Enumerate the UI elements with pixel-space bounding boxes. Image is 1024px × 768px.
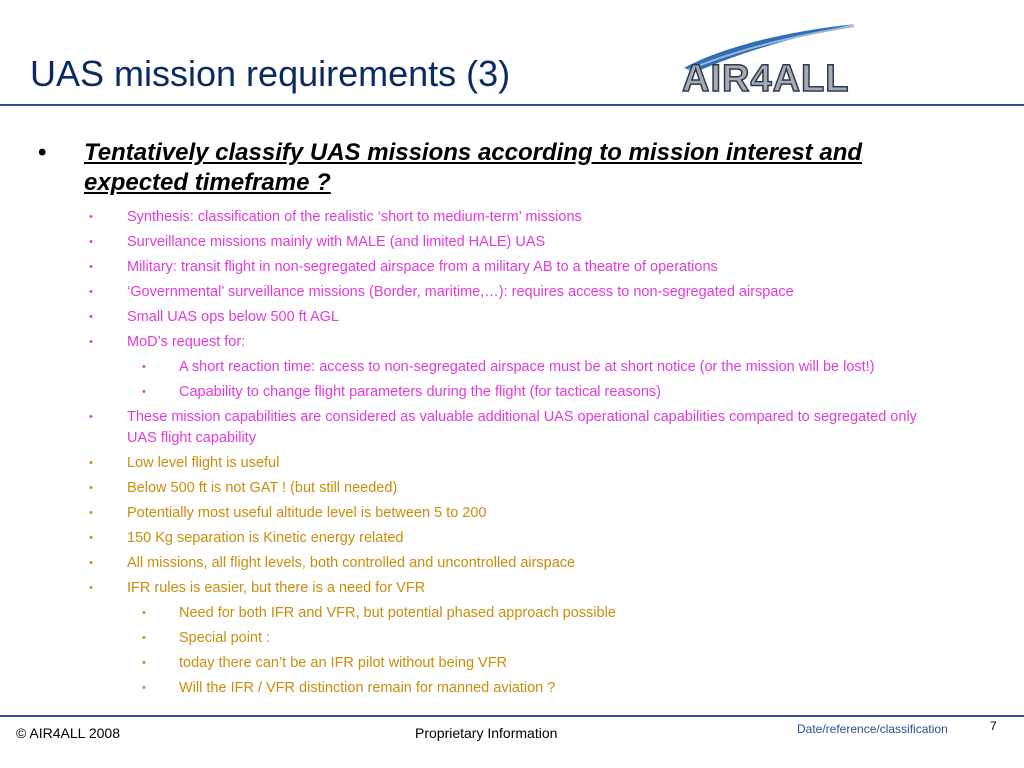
bullet-text: Special point : (179, 630, 271, 646)
main-bullet-text: Tentatively classify UAS missions according to mission interest and expected timeframe ? (84, 139, 863, 196)
bullet-glyph: • (142, 386, 146, 398)
bullet-text: Small UAS ops below 500 ft AGL (127, 309, 339, 325)
sub-bullet-item (0, 382, 964, 403)
bullet-item (0, 553, 947, 574)
bullet-text: ‘Governmental’ surveillance missions (Border, maritime,…): requires access to non-segregated airspace (127, 284, 794, 300)
air4all-logo (676, 20, 992, 100)
title-divider (0, 104, 1024, 106)
bullet-glyph: • (142, 607, 146, 619)
bullet-glyph: • (89, 236, 93, 248)
bullet-glyph: • (142, 361, 146, 373)
bullet-text: All missions, all flight levels, both controlled and uncontrolled airspace (127, 555, 576, 571)
bullet-glyph: • (89, 411, 93, 423)
bullet-glyph: • (38, 139, 47, 166)
bullet-item (0, 453, 947, 474)
list-spacer (0, 699, 1024, 703)
bullet-text: Below 500 ft is not GAT ! (but still needed) (127, 480, 398, 496)
bullet-item (0, 332, 947, 353)
bullet-item (0, 503, 947, 524)
logo-text: AIR4ALL (682, 58, 850, 100)
bullet-item (0, 578, 947, 599)
bullet-text: MoD’s request for: (127, 334, 246, 350)
bullet-text: Need for both IFR and VFR, but potential phased approach possible (179, 605, 616, 621)
bullet-item (0, 478, 947, 499)
bullet-text: Synthesis: classification of the realistic ‘short to medium-term’ missions (127, 209, 582, 225)
bullet-glyph: • (142, 632, 146, 644)
footer-reference: Date/reference/classification (797, 722, 948, 736)
bullet-list (0, 207, 1024, 703)
bullet-item (0, 407, 947, 449)
bullet-glyph: • (89, 211, 93, 223)
bullet-glyph: • (89, 582, 93, 594)
sub-bullet-item (0, 678, 964, 699)
bullet-item (0, 282, 947, 303)
bullet-glyph: • (89, 286, 93, 298)
bullet-item (0, 207, 947, 228)
bullet-item (0, 307, 947, 328)
bullet-text: 150 Kg separation is Kinetic energy related (127, 530, 404, 546)
bullet-text: Low level flight is useful (127, 455, 280, 471)
bullet-glyph: • (89, 336, 93, 348)
bullet-glyph: • (142, 657, 146, 669)
bullet-text: These mission capabilities are considered as valuable additional UAS operational capabilities compared to segregated only UAS flight capability (127, 409, 917, 446)
bullet-text: IFR rules is easier, but there is a need for VFR (127, 580, 426, 596)
bullet-text: Capability to change flight parameters during the flight (for tactical reasons) (179, 384, 661, 400)
bullet-glyph: • (89, 532, 93, 544)
bullet-item (0, 528, 947, 549)
bullet-glyph: • (89, 557, 93, 569)
sub-bullet-item (0, 628, 964, 649)
bullet-text: A short reaction time: access to non-segregated airspace must be at short notice (or the mission will be lost!) (179, 359, 875, 375)
bullet-glyph: • (89, 457, 93, 469)
bullet-item (0, 257, 947, 278)
bullet-text: Surveillance missions mainly with MALE (and limited HALE) UAS (127, 234, 546, 250)
bullet-glyph: • (89, 507, 93, 519)
bullet-text: Will the IFR / VFR distinction remain for manned aviation ? (179, 680, 556, 696)
footer-divider (0, 715, 1024, 717)
footer-copyright: © AIR4ALL 2008 (16, 725, 120, 741)
bullet-glyph: • (89, 311, 93, 323)
bullet-text: Potentially most useful altitude level is between 5 to 200 (127, 505, 487, 521)
bullet-glyph: • (89, 482, 93, 494)
sub-bullet-item (0, 603, 964, 624)
sub-bullet-item (0, 357, 964, 378)
sub-bullet-item (0, 653, 964, 674)
slide-title: UAS mission requirements (3) (30, 53, 511, 94)
bullet-glyph: • (89, 261, 93, 273)
bullet-text: Military: transit flight in non-segregated airspace from a military AB to a theatre of operations (127, 259, 718, 275)
bullet-glyph: • (142, 682, 146, 694)
page-number: 7 (990, 719, 997, 733)
bullet-item (0, 232, 947, 253)
bullet-text: today there can’t be an IFR pilot without being VFR (179, 655, 508, 671)
footer-proprietary: Proprietary Information (415, 725, 558, 741)
